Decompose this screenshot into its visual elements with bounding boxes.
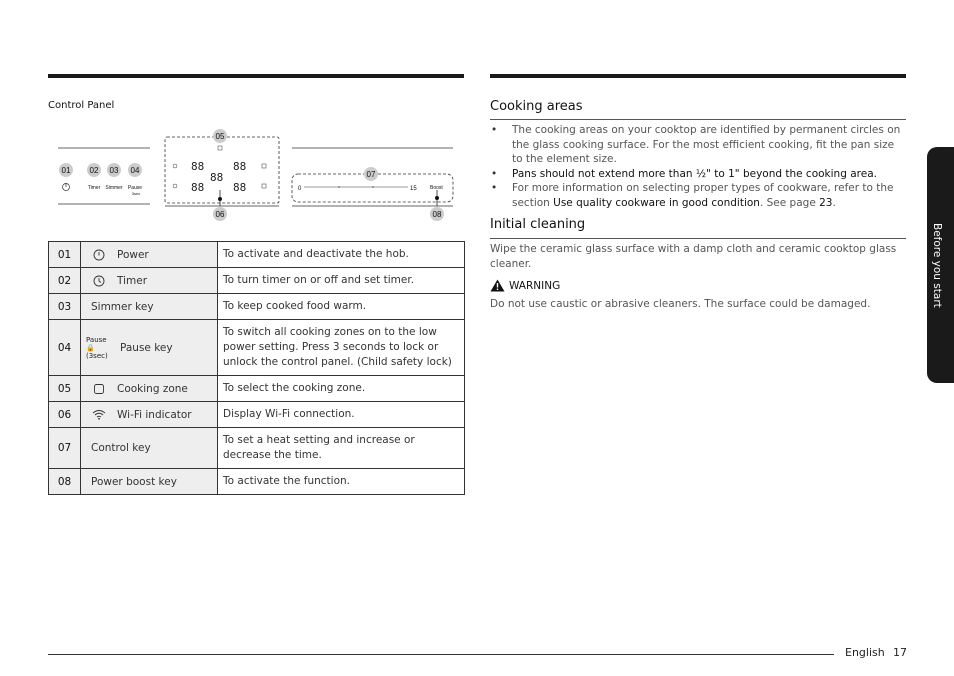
svg-text:08: 08: [432, 210, 442, 219]
warning-icon: [490, 279, 505, 292]
cooking-zone-icon: [218, 146, 222, 150]
row-number: 08: [49, 469, 81, 495]
table-row: [49, 469, 465, 495]
slider-min-label: 0: [298, 186, 302, 192]
callout-03: [107, 163, 121, 177]
table-row: [49, 402, 465, 428]
svg-text:07: 07: [366, 170, 376, 179]
pause-icon: Pause 🔒(3sec): [86, 335, 108, 360]
footer-rule: [48, 654, 834, 655]
table-row: [49, 376, 465, 402]
key-description: To activate and deactivate the hob.: [218, 242, 465, 268]
slider-max-label: 15: [410, 186, 417, 192]
cross-reference-link[interactable]: Use quality cookware in good condition: [553, 196, 760, 209]
power-icon: [63, 183, 70, 191]
zone-display-3: 88: [191, 181, 205, 194]
wifi-icon: [91, 408, 107, 422]
simmer-key-label: Simmer: [105, 185, 123, 191]
key-name: Wi-Fi indicator: [117, 408, 192, 421]
key-name: Power boost key: [91, 475, 177, 488]
svg-text:03: 03: [109, 166, 119, 175]
list-item: • For more information on selecting proper types of cookware, refer to the section Use quality cookware in good condition. See page 23.: [490, 181, 905, 210]
power-icon: [91, 248, 107, 262]
svg-text:02: 02: [89, 166, 99, 175]
footer-language: English: [845, 646, 885, 659]
key-name: Control key: [91, 442, 151, 454]
top-rule-left: [48, 74, 464, 78]
pause-key-label: Pause: [127, 185, 143, 191]
control-keys-table: [48, 241, 465, 495]
key-description: Display Wi-Fi connection.: [218, 402, 465, 428]
svg-text:04: 04: [130, 166, 140, 175]
table-row: [49, 428, 465, 469]
callout-05: [213, 129, 227, 143]
top-rule-right: [490, 74, 906, 78]
cooking-areas-list: [490, 123, 905, 210]
section-tab-label: Before you start: [931, 223, 943, 308]
table-row: [49, 242, 465, 268]
callout-02: [87, 163, 101, 177]
row-number: 03: [49, 294, 81, 320]
table-row: [49, 294, 465, 320]
key-description: To set a heat setting and increase or decrease the time.: [218, 428, 465, 469]
list-item: • Pans should not extend more than ½" to 1" beyond the cooking area.: [490, 167, 905, 182]
key-name: Cooking zone: [117, 382, 188, 395]
key-description: To activate the function.: [218, 469, 465, 495]
lock-icon: 🔒: [86, 343, 95, 352]
row-number: 04: [49, 320, 81, 376]
page-number: 17: [893, 646, 907, 659]
key-name: Pause key: [120, 341, 173, 354]
page-reference[interactable]: 23: [819, 196, 833, 209]
section-side-tab[interactable]: [927, 147, 954, 383]
key-description: To switch all cooking zones on to the low power setting. Press 3 seconds to lock or unlock the control panel. (Child safety lock): [218, 320, 465, 376]
list-item: • The cooking areas on your cooktop are identified by permanent circles on the glass cooking surface. For the most efficient cooking, fit the pan size to the element size.: [490, 123, 905, 167]
callout-08: [430, 207, 444, 221]
zone-display-1: 88: [191, 160, 205, 173]
zone-display-4: 88: [233, 181, 247, 194]
table-row: [49, 268, 465, 294]
key-name: Timer: [117, 274, 148, 287]
lock-key-label: 3sec: [131, 191, 141, 196]
cooking-areas-heading: Cooking areas: [490, 99, 583, 114]
row-number: 06: [49, 402, 81, 428]
key-name: Power: [117, 248, 149, 261]
initial-cleaning-rule: [490, 238, 906, 239]
warning-label: WARNING: [490, 279, 560, 292]
callout-04: [128, 163, 142, 177]
control-panel-diagram: [48, 124, 464, 224]
control-panel-title: Control Panel: [48, 100, 115, 111]
row-number: 02: [49, 268, 81, 294]
svg-text:05: 05: [215, 132, 225, 141]
callout-01: [59, 163, 73, 177]
timer-display: 88: [210, 171, 224, 184]
row-number: 07: [49, 428, 81, 469]
callout-07: [364, 167, 378, 181]
key-description: To keep cooked food warm.: [218, 294, 465, 320]
key-description: To select the cooking zone.: [218, 376, 465, 402]
cooking-areas-rule: [490, 119, 906, 120]
timer-icon: [91, 274, 107, 288]
zone-display-2: 88: [233, 160, 247, 173]
row-number: 05: [49, 376, 81, 402]
cooking-zone-icon: [91, 382, 107, 396]
key-name: Simmer key: [91, 300, 154, 313]
callout-06: [213, 207, 227, 221]
row-number: 01: [49, 242, 81, 268]
initial-cleaning-heading: Initial cleaning: [490, 217, 586, 232]
table-row: [49, 320, 465, 376]
timer-key-label: Timer: [87, 185, 101, 191]
initial-cleaning-text: Wipe the ceramic glass surface with a damp cloth and ceramic cooktop glass cleaner.: [490, 243, 897, 270]
warning-text: Do not use caustic or abrasive cleaners. The surface could be damaged.: [490, 298, 871, 310]
key-description: To turn timer on or off and set timer.: [218, 268, 465, 294]
boost-key-label: Boost: [430, 185, 443, 191]
svg-text:06: 06: [215, 210, 225, 219]
svg-text:01: 01: [61, 166, 71, 175]
